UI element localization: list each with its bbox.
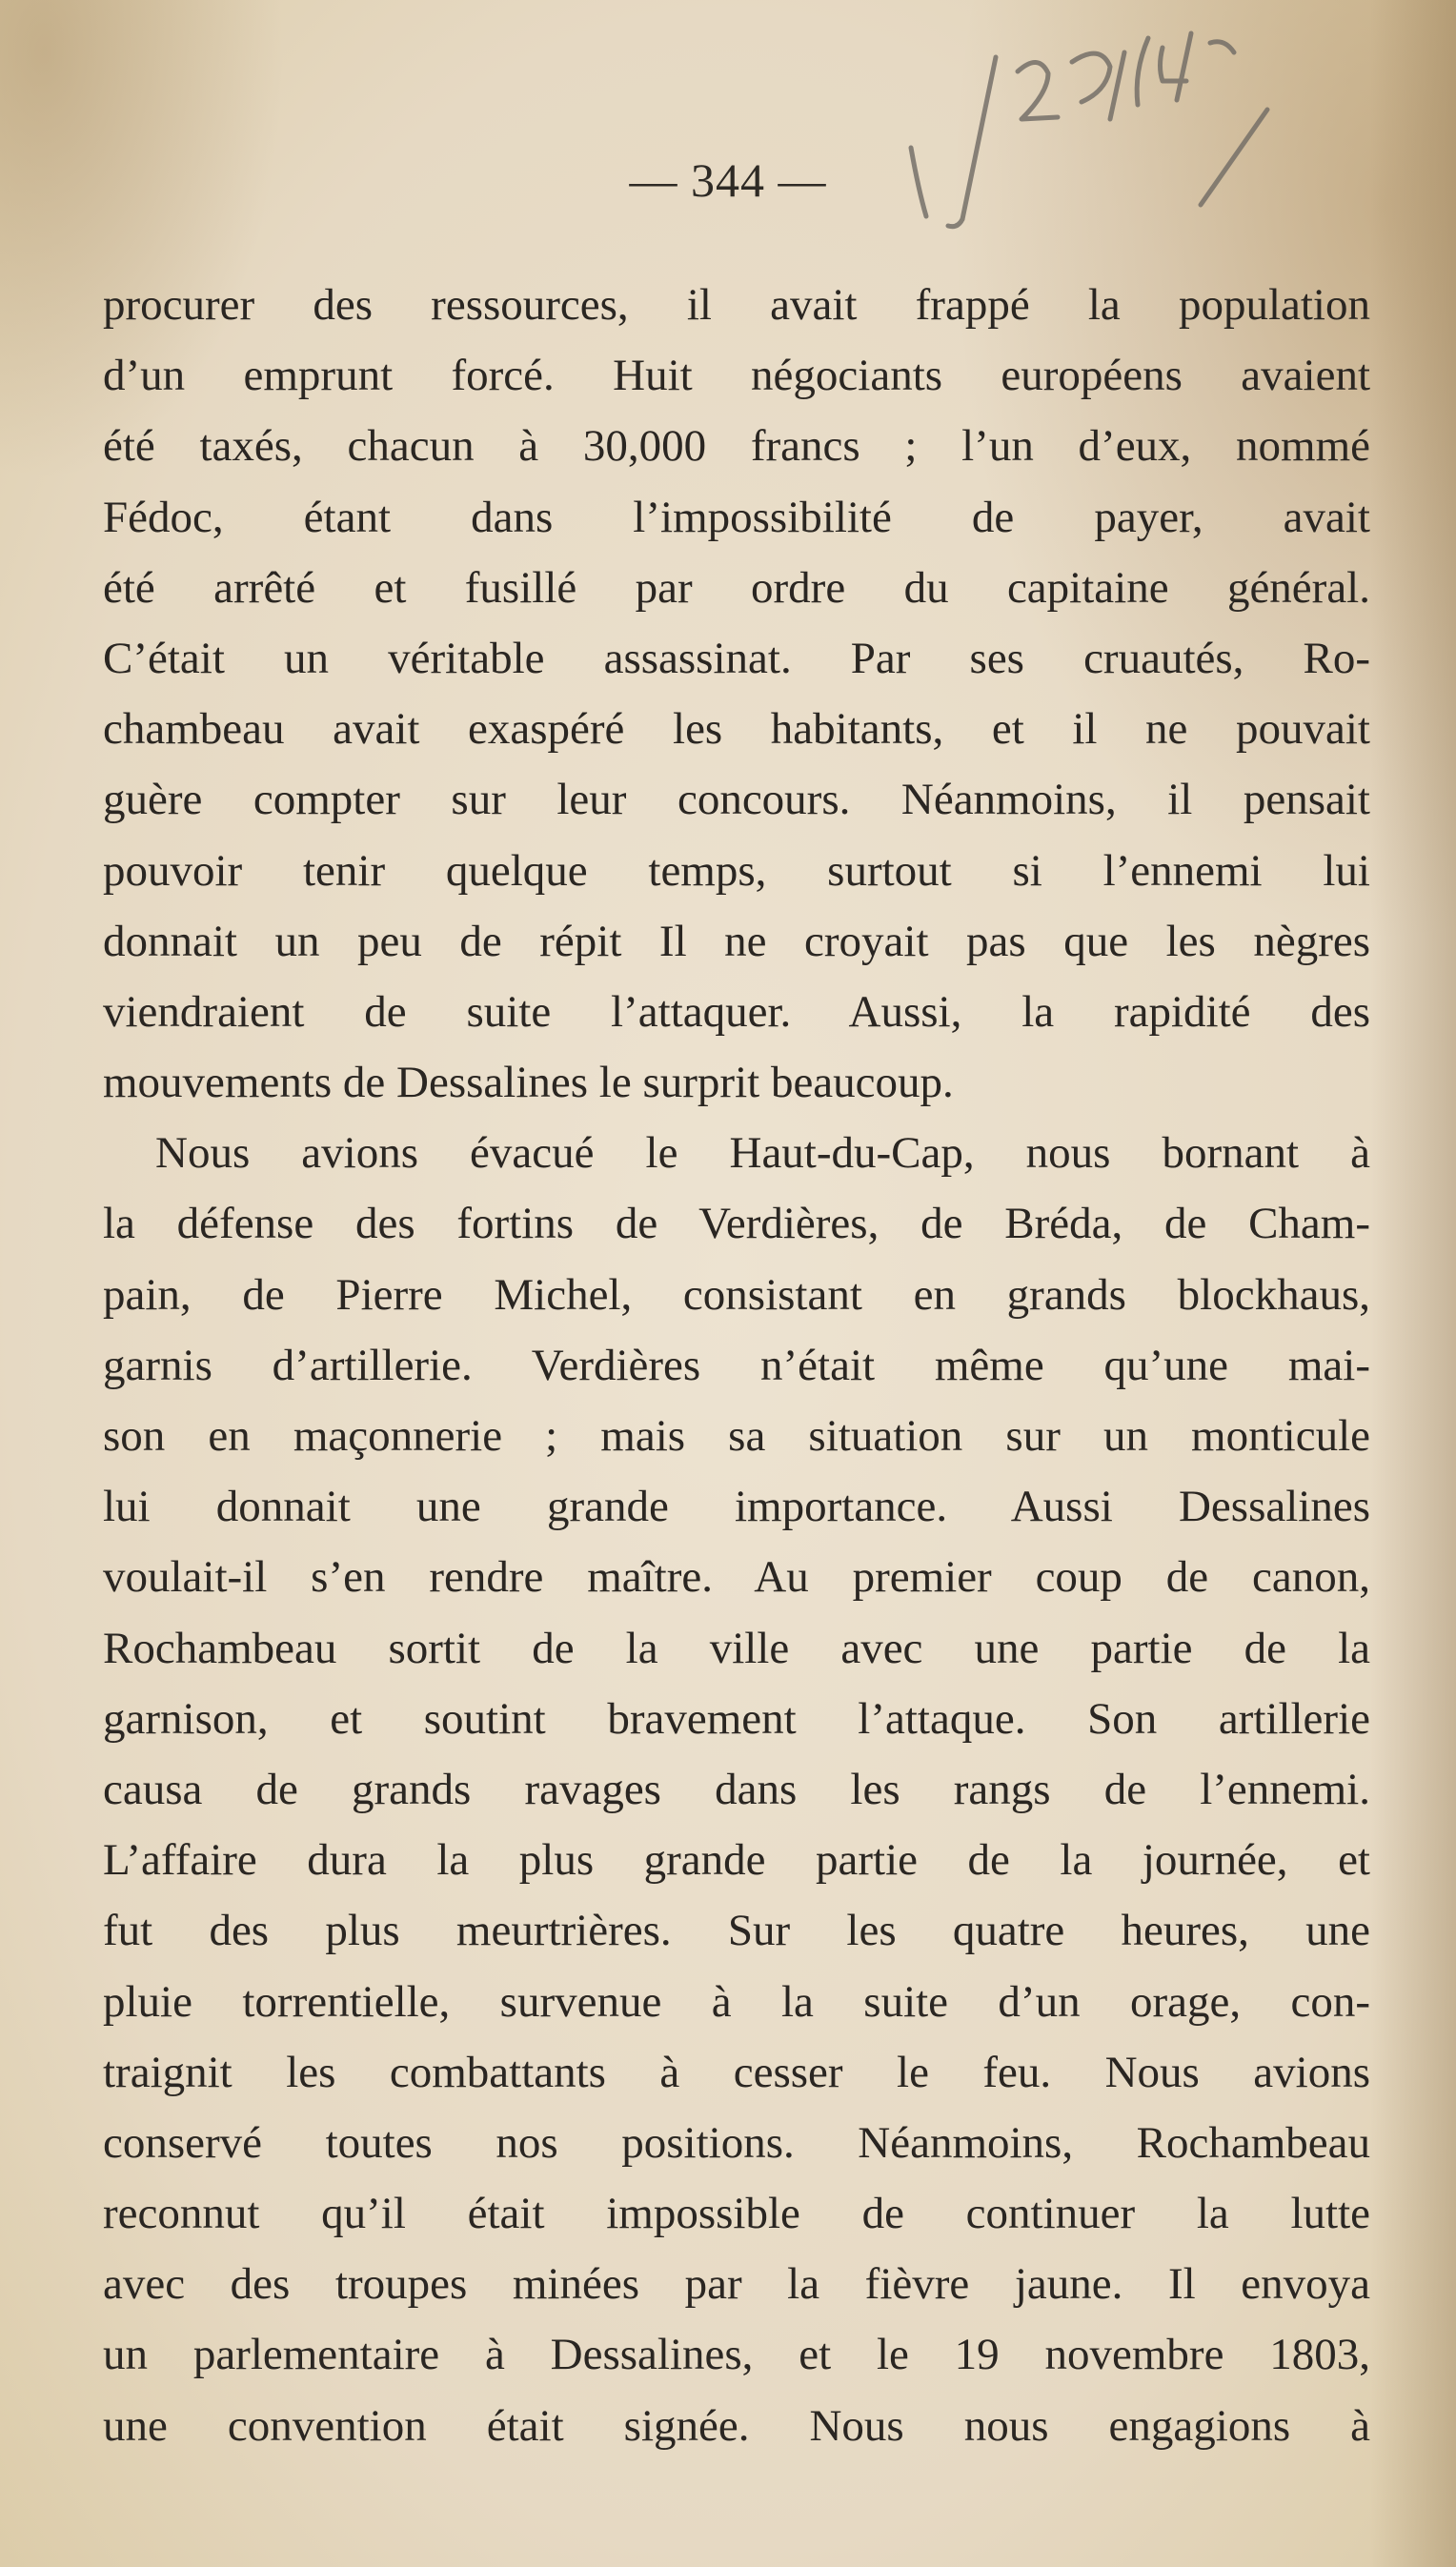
text-line: avec des troupes minées par la fièvre jaune. Il envoya bbox=[103, 2259, 1370, 2310]
page-edge-stain bbox=[1370, 0, 1456, 2567]
text-line: lui donnait une grande importance. Aussi Dessalines bbox=[103, 1482, 1370, 1532]
text-line: fut des plus meurtrières. Sur les quatre heures, une bbox=[103, 1906, 1370, 1956]
text-line: garnison, et soutint bravement l’attaque. Son artillerie bbox=[103, 1693, 1370, 1744]
text-line: C’était un véritable assassinat. Par ses cruautés, Ro- bbox=[103, 633, 1370, 683]
text-line: procurer des ressources, il avait frappé la population bbox=[103, 280, 1370, 330]
text-line: un parlementaire à Dessalines, et le 19 novembre 1803, bbox=[103, 2330, 1370, 2380]
text-line: d’un emprunt forcé. Huit négociants européens avaient bbox=[103, 351, 1370, 401]
text-line: guère compter sur leur concours. Néanmoins, il pensait bbox=[103, 775, 1370, 825]
text-line: pain, de Pierre Michel, consistant en grands blockhaus, bbox=[103, 1269, 1370, 1320]
text-line: Fédoc, étant dans l’impossibilité de payer, avait bbox=[103, 492, 1370, 542]
body-text bbox=[103, 270, 1370, 2461]
text-line: une convention était signée. Nous nous engagions à bbox=[103, 2400, 1370, 2451]
text-line: Rochambeau sortit de la ville avec une partie de la bbox=[103, 1623, 1370, 1673]
text-line: été arrêté et fusillé par ordre du capitaine général. bbox=[103, 562, 1370, 613]
text-line: Nous avions évacué le Haut-du-Cap, nous bornant à bbox=[155, 1128, 1370, 1179]
text-line: la défense des fortins de Verdières, de Bréda, de Cham- bbox=[103, 1199, 1370, 1249]
text-line: pluie torrentielle, survenue à la suite d’un orage, con- bbox=[103, 1976, 1370, 2027]
text-line: garnis d’artillerie. Verdières n’était même qu’une mai- bbox=[103, 1340, 1370, 1390]
text-line: donnait un peu de répit Il ne croyait pas que les nègres bbox=[103, 916, 1370, 966]
text-line: causa de grands ravages dans les rangs de l’ennemi. bbox=[103, 1764, 1370, 1814]
text-line: son en maçonnerie ; mais sa situation sur un monticule bbox=[103, 1411, 1370, 1461]
text-line: L’affaire dura la plus grande partie de la journée, et bbox=[103, 1835, 1370, 1886]
text-line: traignit les combattants à cesser le feu. Nous avions bbox=[103, 2047, 1370, 2097]
text-line: conservé toutes nos positions. Néanmoins, Rochambeau bbox=[103, 2117, 1370, 2168]
text-line: mouvements de Dessalines le surprit beaucoup. bbox=[103, 1058, 954, 1108]
text-line: viendraient de suite l’attaquer. Aussi, la rapidité des bbox=[103, 986, 1370, 1037]
text-line: reconnut qu’il était impossible de continuer la lutte bbox=[103, 2189, 1370, 2239]
page-number: — 344 — bbox=[629, 153, 827, 207]
text-line: voulait-il s’en rendre maître. Au premier coup de canon, bbox=[103, 1552, 1370, 1603]
text-line: été taxés, chacun à 30,000 francs ; l’un d’eux, nommé bbox=[103, 421, 1370, 472]
text-line: pouvoir tenir quelque temps, surtout si l’ennemi lui bbox=[103, 845, 1370, 896]
text-line: chambeau avait exaspéré les habitants, et il ne pouvait bbox=[103, 704, 1370, 755]
